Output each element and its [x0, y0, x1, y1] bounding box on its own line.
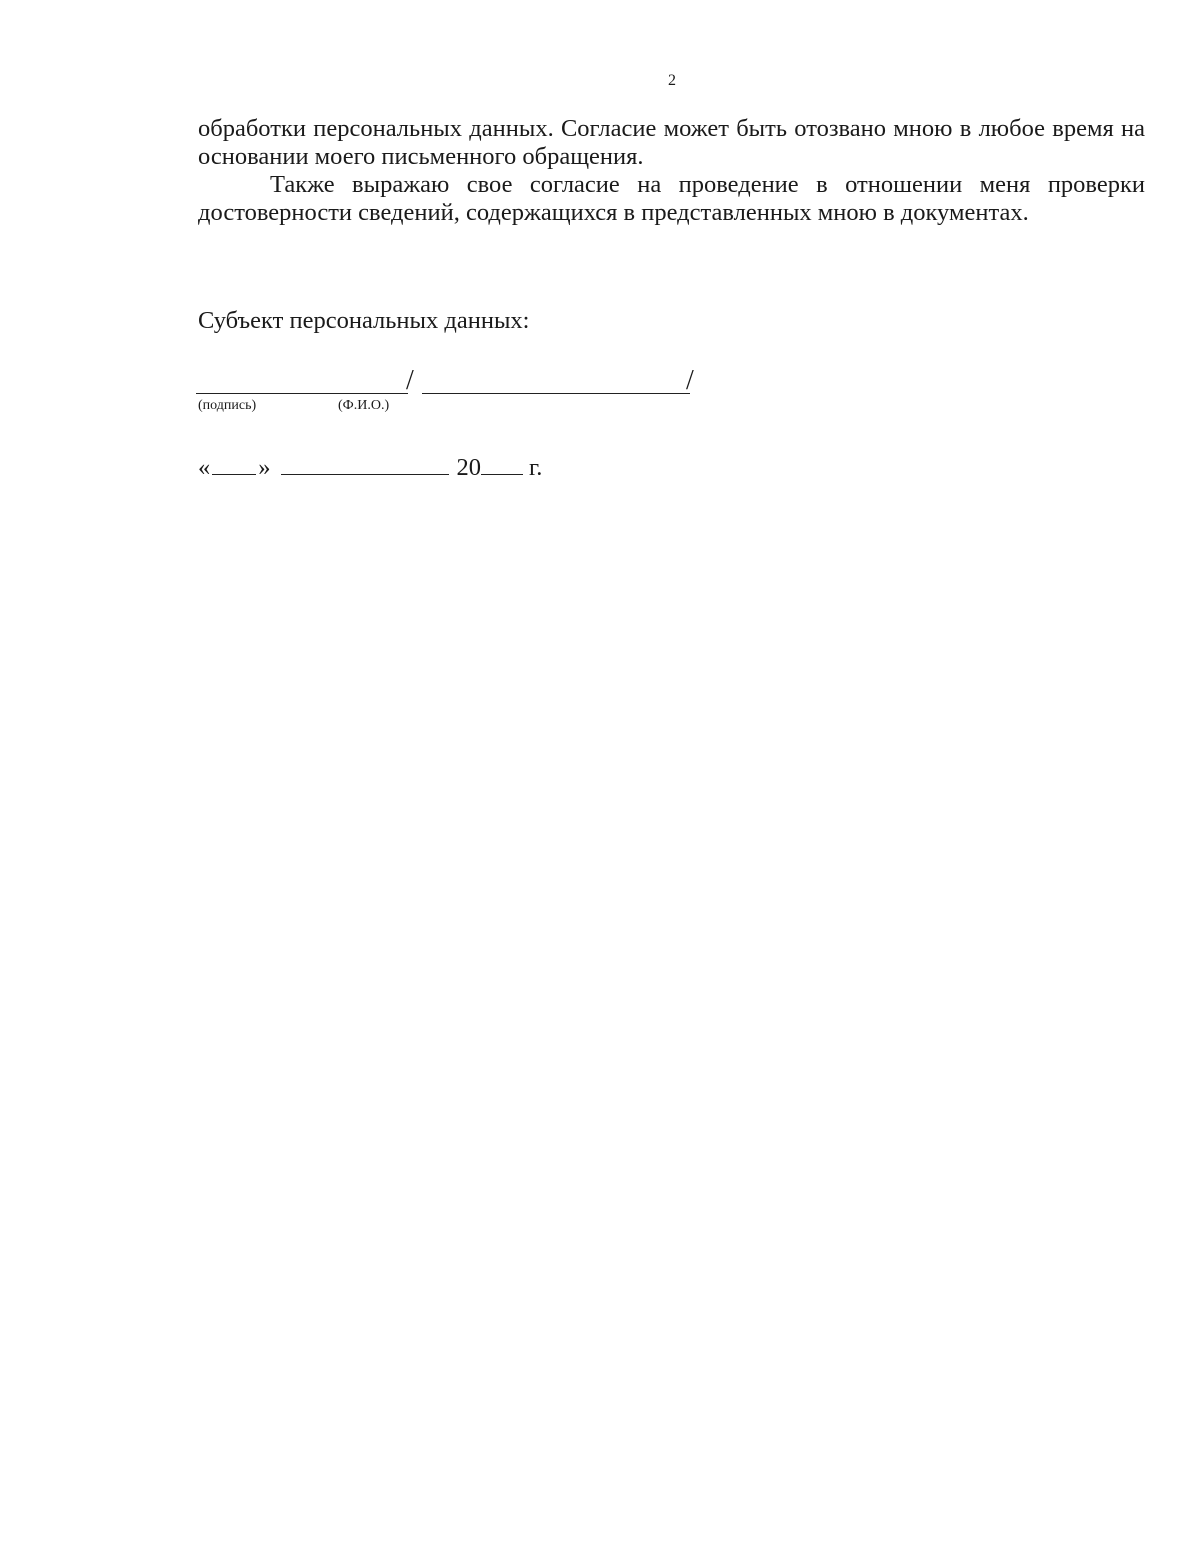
signature-caption: (подпись): [198, 398, 257, 413]
date-year-suffix: г.: [529, 454, 543, 481]
full-name-closing-slash: /: [686, 365, 694, 396]
signature-block: [196, 367, 716, 427]
date-close-quote: »: [258, 454, 271, 481]
date-year-blank: [481, 456, 523, 475]
page-number: 2: [668, 72, 676, 89]
date-day-blank: [212, 456, 256, 475]
date-month-blank: [281, 456, 449, 475]
date-century: 20: [456, 454, 481, 481]
signature-separator-slash: /: [406, 365, 414, 396]
subject-label: Субъект персональных данных:: [198, 307, 530, 334]
date-line: [198, 454, 542, 482]
signature-field-line: [196, 393, 408, 394]
date-open-quote: «: [198, 454, 211, 481]
full-name-field-line: [422, 393, 690, 394]
full-name-caption: (Ф.И.О.): [338, 398, 390, 413]
paragraph-verification-consent: Также выражаю свое согласие на проведение в отношении меня проверки достоверности сведений, содержащихся в представленных мною в документах.: [198, 171, 1145, 226]
body-text: [198, 115, 1145, 227]
paragraph-consent-withdrawal: обработки персональных данных. Согласие может быть отозвано мною в любое время на основании моего письменного обращения.: [198, 115, 1145, 170]
